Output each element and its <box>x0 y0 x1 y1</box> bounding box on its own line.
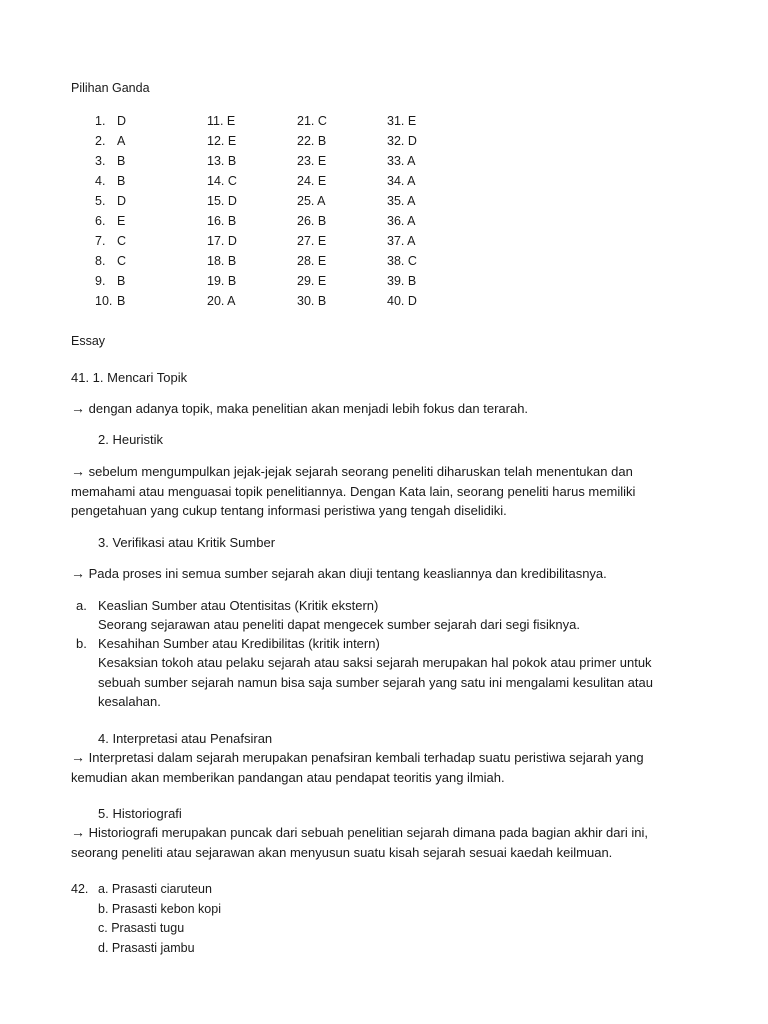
answer-cell: 38. C <box>387 254 417 268</box>
answer-letter: B <box>117 274 126 288</box>
q41-step4-text: Interpretasi dalam sejarah merupakan penafsiran kembali terhadap suatu peristiwa sejarah yang kemudian akan memberikan pandangan atau pendapat teoritis yang ilmiah. <box>71 750 644 785</box>
q41-sub-a-text: Seorang sejarawan atau peneliti dapat mengecek sumber sejarah dari segi fisiknya. <box>98 617 581 632</box>
q41-sub-a-title: Keaslian Sumber atau Otentisitas (Kritik ekstern) <box>98 598 379 613</box>
answer-cell: 34. A <box>387 174 416 188</box>
answer-cell: 36. A <box>387 214 416 228</box>
answer-number: 10. <box>95 294 113 308</box>
answer-letter: B <box>117 154 126 168</box>
arrow-right-icon: → <box>71 824 85 840</box>
q41-step2-text: sebelum mengumpulkan jejak-jejak sejarah seorang peneliti diharuskan telah menentukan dan memahami atau menguasai topik penelitiannya. Dengan Kata lain, seorang peneliti harus memiliki pengetahuan yang cukup tentang informasi peristiwa yang tengah diselidiki. <box>71 464 636 518</box>
answer-cell: 29. E <box>297 274 327 288</box>
q41-step5-text: Historiografi merupakan puncak dari sebuah penelitian sejarah dimana pada bagian akhir dari ini, seorang peneliti atau sejarawan akan menyusun suatu kisah sejarah sesuai kaedah keilmuan. <box>71 825 648 860</box>
q42-item: c. Prasasti tugu <box>98 921 185 935</box>
answer-letter: C <box>117 234 127 248</box>
answer-cell: 16. B <box>207 214 237 228</box>
answer-cell: 30. B <box>297 294 327 308</box>
answer-cell: 17. D <box>207 234 237 248</box>
q42-number: 42. <box>71 882 89 896</box>
answer-number: 1. <box>95 114 106 128</box>
q41-step1-text: dengan adanya topik, maka penelitian akan menjadi lebih fokus dan terarah. <box>88 401 529 416</box>
answer-cell: 39. B <box>387 274 417 288</box>
answer-cell: 20. A <box>207 294 236 308</box>
q41-step2-paragraph <box>71 462 696 521</box>
q41-step3-heading: 3. Verifikasi atau Kritik Sumber <box>98 535 276 550</box>
answer-letter: D <box>117 194 127 208</box>
q41-step2-heading: 2. Heuristik <box>98 432 164 447</box>
q41-step1-heading: 41. 1. Mencari Topik <box>71 370 188 385</box>
arrow-right-icon: → <box>71 400 85 416</box>
answer-cell: 23. E <box>297 154 327 168</box>
answer-number: 2. <box>95 134 106 148</box>
q41-sub-b-label: b. <box>76 636 87 651</box>
answer-letter: D <box>117 114 127 128</box>
answer-cell: 28. E <box>297 254 327 268</box>
answer-number: 6. <box>95 214 106 228</box>
arrow-right-icon: → <box>71 749 85 765</box>
answer-cell: 14. C <box>207 174 237 188</box>
answer-cell: 15. D <box>207 194 237 208</box>
answer-number: 7. <box>95 234 106 248</box>
answer-cell: 18. B <box>207 254 237 268</box>
answer-number: 5. <box>95 194 106 208</box>
answer-cell: 24. E <box>297 174 327 188</box>
q41-step3-paragraph <box>71 564 696 584</box>
answer-cell: 35. A <box>387 194 416 208</box>
answer-cell: 21. C <box>297 114 327 128</box>
q41-step1-paragraph <box>71 399 696 419</box>
answer-cell: 13. B <box>207 154 237 168</box>
answer-cell: 26. B <box>297 214 327 228</box>
answer-cell: 37. A <box>387 234 416 248</box>
q41-step4-heading: 4. Interpretasi atau Penafsiran <box>98 731 273 746</box>
q41-sub-b-text: Kesaksian tokoh atau pelaku sejarah atau saksi sejarah merupakan hal pokok atau primer untuk sebuah sumber sejarah namun bisa saja sumber sejarah yang satu ini mengalami kesulitan atau kesalahan. <box>98 655 653 709</box>
answer-cell: 27. E <box>297 234 327 248</box>
answer-letter: E <box>117 214 126 228</box>
answer-cell: 12. E <box>207 134 237 148</box>
q41-step4-paragraph <box>71 748 696 787</box>
answer-cell: 22. B <box>297 134 327 148</box>
arrow-right-icon: → <box>71 463 85 479</box>
q42-item: d. Prasasti jambu <box>98 941 195 955</box>
q41-step5-heading: 5. Historiografi <box>98 806 182 821</box>
section-title-essay: Essay <box>71 334 106 348</box>
arrow-right-icon: → <box>71 565 85 581</box>
answer-cell: 33. A <box>387 154 416 168</box>
answer-cell: 11. E <box>207 114 236 128</box>
answer-number: 4. <box>95 174 106 188</box>
answer-cell: 31. E <box>387 114 417 128</box>
answer-letter: B <box>117 174 126 188</box>
q42-item: a. Prasasti ciaruteun <box>98 882 212 896</box>
answer-letter: B <box>117 294 126 308</box>
q41-sub-b-title: Kesahihan Sumber atau Kredibilitas (kritik intern) <box>98 636 380 651</box>
q41-sub-a-label: a. <box>76 598 87 613</box>
answer-number: 3. <box>95 154 106 168</box>
section-title-pilihan-ganda: Pilihan Ganda <box>71 81 150 95</box>
answer-number: 9. <box>95 274 106 288</box>
answer-cell: 25. A <box>297 194 326 208</box>
q41-step5-paragraph <box>71 823 696 862</box>
answer-cell: 32. D <box>387 134 417 148</box>
answer-letter: C <box>117 254 127 268</box>
answer-cell: 19. B <box>207 274 237 288</box>
answer-letter: A <box>117 134 126 148</box>
answer-number: 8. <box>95 254 106 268</box>
answer-cell: 40. D <box>387 294 417 308</box>
q41-step3-text: Pada proses ini semua sumber sejarah akan diuji tentang keasliannya dan kredibilitasnya. <box>88 566 607 581</box>
q42-item: b. Prasasti kebon kopi <box>98 902 221 916</box>
